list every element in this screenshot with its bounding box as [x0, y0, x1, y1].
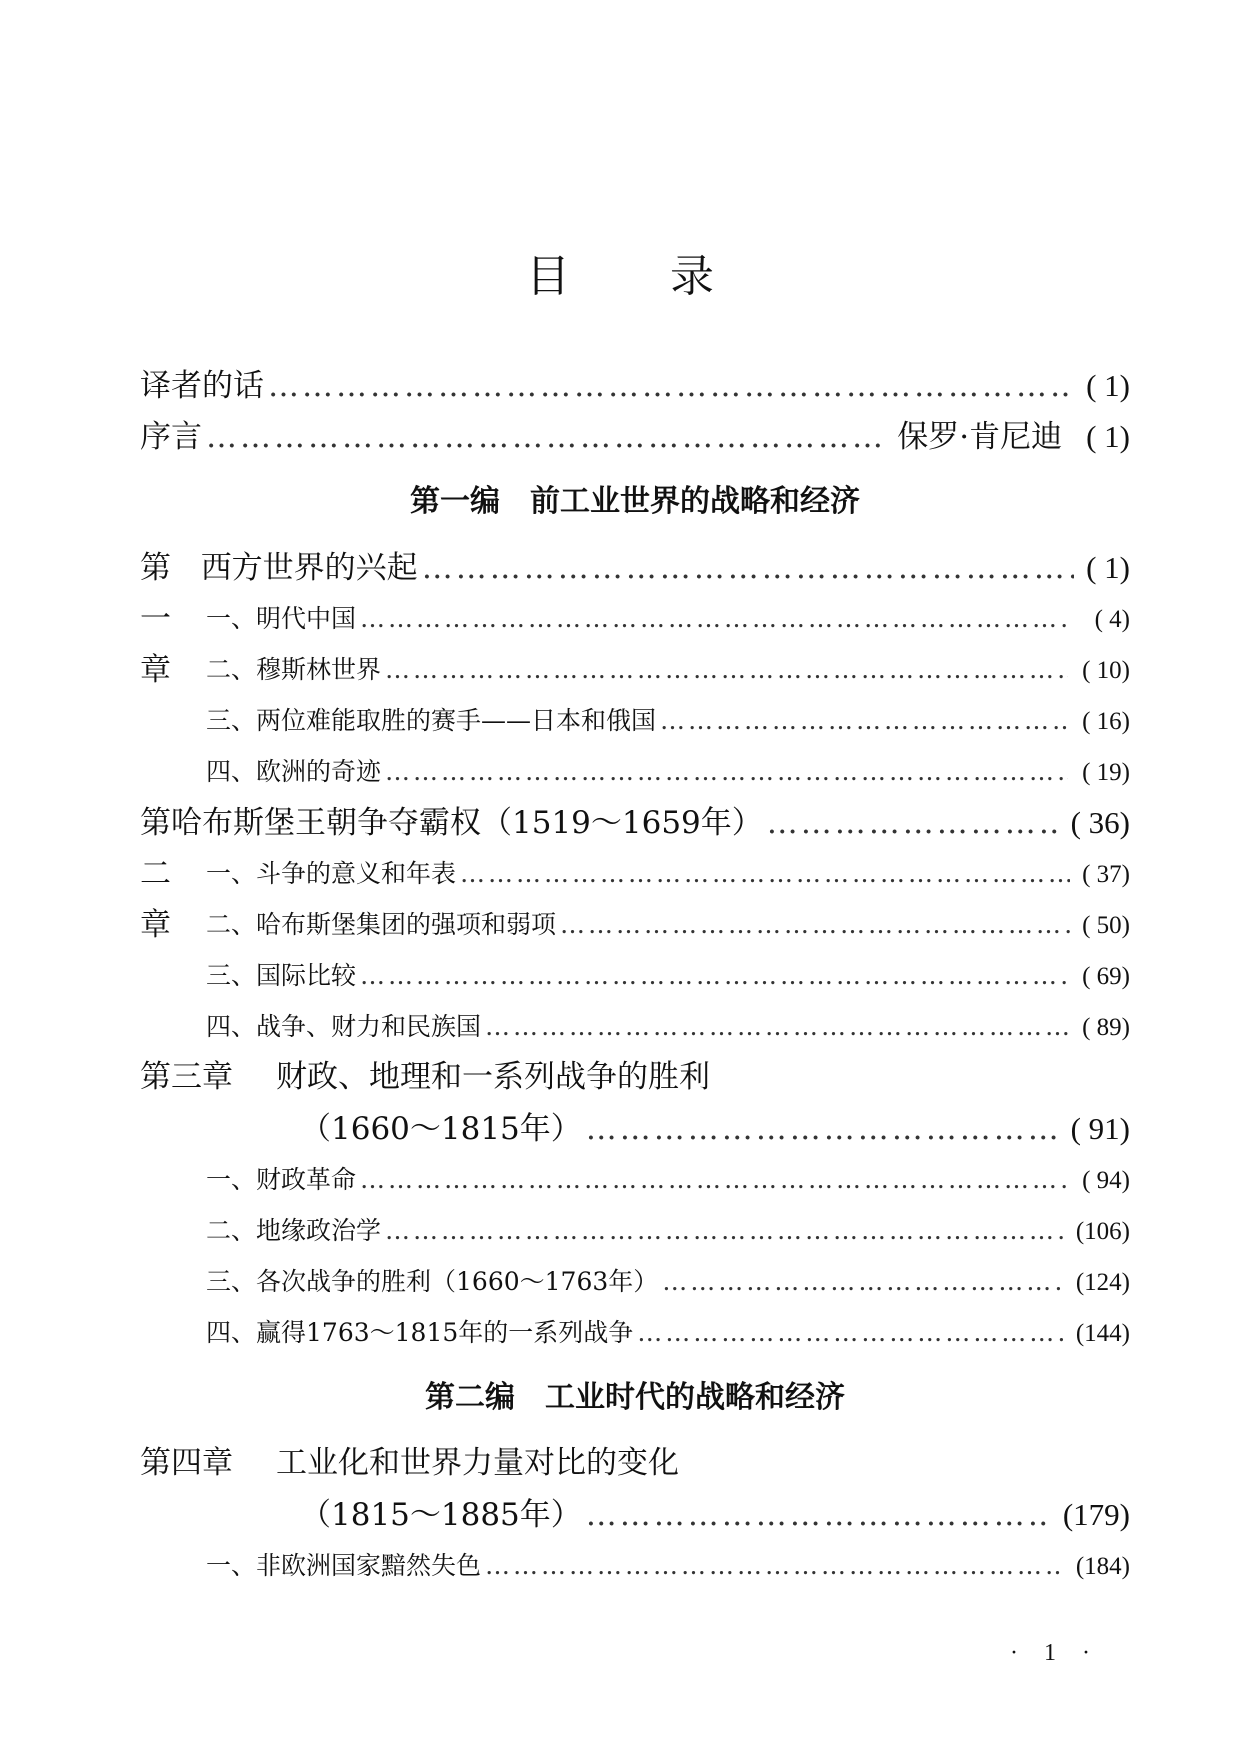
chapter-title: 西方世界的兴起 — [200, 550, 418, 586]
chapter-number: 第二章 — [140, 805, 171, 943]
toc-entry-section[interactable] — [140, 1540, 1130, 1591]
part-heading-1 — [140, 462, 1130, 542]
toc-entry-section[interactable] — [140, 899, 1130, 950]
toc-entry-section[interactable] — [140, 644, 1130, 695]
section-number: 四、 — [206, 1012, 257, 1041]
leader-dots — [586, 1490, 1051, 1541]
leader-dots — [586, 1104, 1059, 1155]
page-ref: (124) — [1075, 1269, 1130, 1296]
page-ref: ( 19) — [1082, 759, 1130, 786]
section-title: 欧洲的奇迹 — [256, 757, 382, 786]
section-title: 各次战争的胜利（1660～1763年） — [256, 1267, 659, 1296]
toc-entry-section[interactable] — [140, 1307, 1130, 1358]
section-number: 四、 — [206, 1318, 257, 1347]
leader-dots — [385, 1205, 1064, 1256]
part-heading-2 — [140, 1358, 1130, 1438]
leader-dots — [485, 1540, 1064, 1591]
section-title: 国际比较 — [256, 961, 357, 990]
page-ref: (184) — [1075, 1553, 1130, 1580]
section-title: 两位难能取胜的赛手——日本和俄国 — [256, 706, 657, 735]
leader-dots — [360, 593, 1066, 644]
chapter-number: 第一章 — [140, 550, 171, 688]
toc-entry-section[interactable] — [140, 695, 1130, 746]
part-title: 工业时代的战略和经济 — [545, 1380, 845, 1415]
chapter-number: 第四章 — [140, 1445, 233, 1481]
section-number: 二、 — [206, 910, 257, 939]
section-title: 非欧洲国家黯然失色 — [256, 1551, 482, 1580]
entry-author: 保罗·肯尼迪 — [897, 419, 1063, 455]
part-title: 前工业世界的战略和经济 — [530, 484, 860, 519]
toc-entry-section[interactable] — [140, 848, 1130, 899]
section-title: 赢得1763～1815年的一系列战争 — [256, 1318, 634, 1347]
page-ref: ( 16) — [1082, 708, 1130, 735]
chapter-number: 第三章 — [140, 1059, 233, 1095]
chapter-title-continued: （1815～1885年） — [300, 1497, 582, 1533]
section-number: 四、 — [206, 757, 257, 786]
leader-dots — [460, 848, 1070, 899]
part-number: 第一编 — [410, 484, 500, 519]
page-ref: ( 1) — [1086, 419, 1130, 454]
toc-entry-section[interactable] — [140, 593, 1130, 644]
leader-dots — [662, 1256, 1064, 1307]
leader-dots — [385, 746, 1068, 797]
page-ref: ( 4) — [1094, 606, 1130, 633]
leader-dots — [360, 1154, 1066, 1205]
toc-entry-preface[interactable] — [140, 411, 1130, 462]
toc-entry-translator-note[interactable] — [140, 360, 1130, 411]
toc-entry-section[interactable] — [140, 1205, 1130, 1256]
toc-entry-chapter[interactable] — [140, 1438, 1130, 1489]
toc-entry-section[interactable] — [140, 746, 1130, 797]
section-title: 明代中国 — [256, 604, 357, 633]
section-number: 一、 — [206, 1165, 257, 1194]
page-ref: ( 50) — [1082, 912, 1130, 939]
toc-entry-section[interactable] — [140, 1001, 1130, 1052]
entry-title: 序言 — [140, 419, 202, 455]
page-ref: ( 36) — [1070, 805, 1130, 840]
leader-dots — [560, 899, 1070, 950]
leader-dots — [385, 644, 1068, 695]
page-ref: ( 89) — [1082, 1014, 1130, 1041]
page-ref: ( 94) — [1082, 1167, 1130, 1194]
leader-dots — [767, 798, 1059, 849]
section-number: 三、 — [206, 1267, 257, 1296]
page-ref: (179) — [1062, 1497, 1130, 1532]
leader-dots — [206, 412, 885, 463]
section-number: 一、 — [206, 604, 257, 633]
table-of-contents — [140, 360, 1130, 1591]
section-number: 一、 — [206, 1551, 257, 1580]
page-ref: (144) — [1075, 1320, 1130, 1347]
section-title: 哈布斯堡集团的强项和弱项 — [256, 910, 557, 939]
chapter-title: 财政、地理和一系列战争的胜利 — [276, 1059, 710, 1095]
leader-dots — [485, 1001, 1070, 1052]
toc-entry-section[interactable] — [140, 950, 1130, 1001]
part-number: 第二编 — [425, 1380, 515, 1415]
section-number: 三、 — [206, 961, 257, 990]
section-title: 穆斯林世界 — [256, 655, 382, 684]
section-title: 财政革命 — [256, 1165, 357, 1194]
leader-dots — [637, 1307, 1064, 1358]
section-title: 斗争的意义和年表 — [256, 859, 457, 888]
page-ref: ( 10) — [1082, 657, 1130, 684]
page-ref: ( 1) — [1086, 550, 1130, 585]
leader-dots — [660, 695, 1070, 746]
page-ref: ( 1) — [1086, 368, 1130, 403]
page-ref: ( 37) — [1082, 861, 1130, 888]
toc-entry-chapter-continuation[interactable] — [140, 1103, 1130, 1154]
toc-entry-section[interactable] — [140, 1256, 1130, 1307]
leader-dots — [360, 950, 1066, 1001]
toc-entry-chapter-continuation[interactable] — [140, 1489, 1130, 1540]
chapter-title: 哈布斯堡王朝争夺霸权（1519～1659年） — [171, 805, 763, 841]
page-ref: (106) — [1075, 1218, 1130, 1245]
section-number: 三、 — [206, 706, 257, 735]
chapter-title-continued: （1660～1815年） — [300, 1111, 582, 1147]
leader-dots — [422, 543, 1074, 594]
section-number: 二、 — [206, 655, 257, 684]
section-number: 一、 — [206, 859, 257, 888]
page-title: 目录 — [526, 251, 814, 302]
page-ref: ( 69) — [1082, 963, 1130, 990]
toc-entry-section[interactable] — [140, 1154, 1130, 1205]
section-title: 地缘政治学 — [256, 1216, 382, 1245]
chapter-title: 工业化和世界力量对比的变化 — [276, 1445, 679, 1481]
page-ref: ( 91) — [1070, 1111, 1130, 1146]
section-title: 战争、财力和民族国 — [256, 1012, 482, 1041]
section-number: 二、 — [206, 1216, 257, 1245]
leader-dots — [268, 361, 1070, 412]
entry-title: 译者的话 — [140, 368, 264, 404]
page-number: · 1 · — [1010, 1640, 1100, 1666]
toc-entry-chapter[interactable] — [140, 1052, 1130, 1103]
